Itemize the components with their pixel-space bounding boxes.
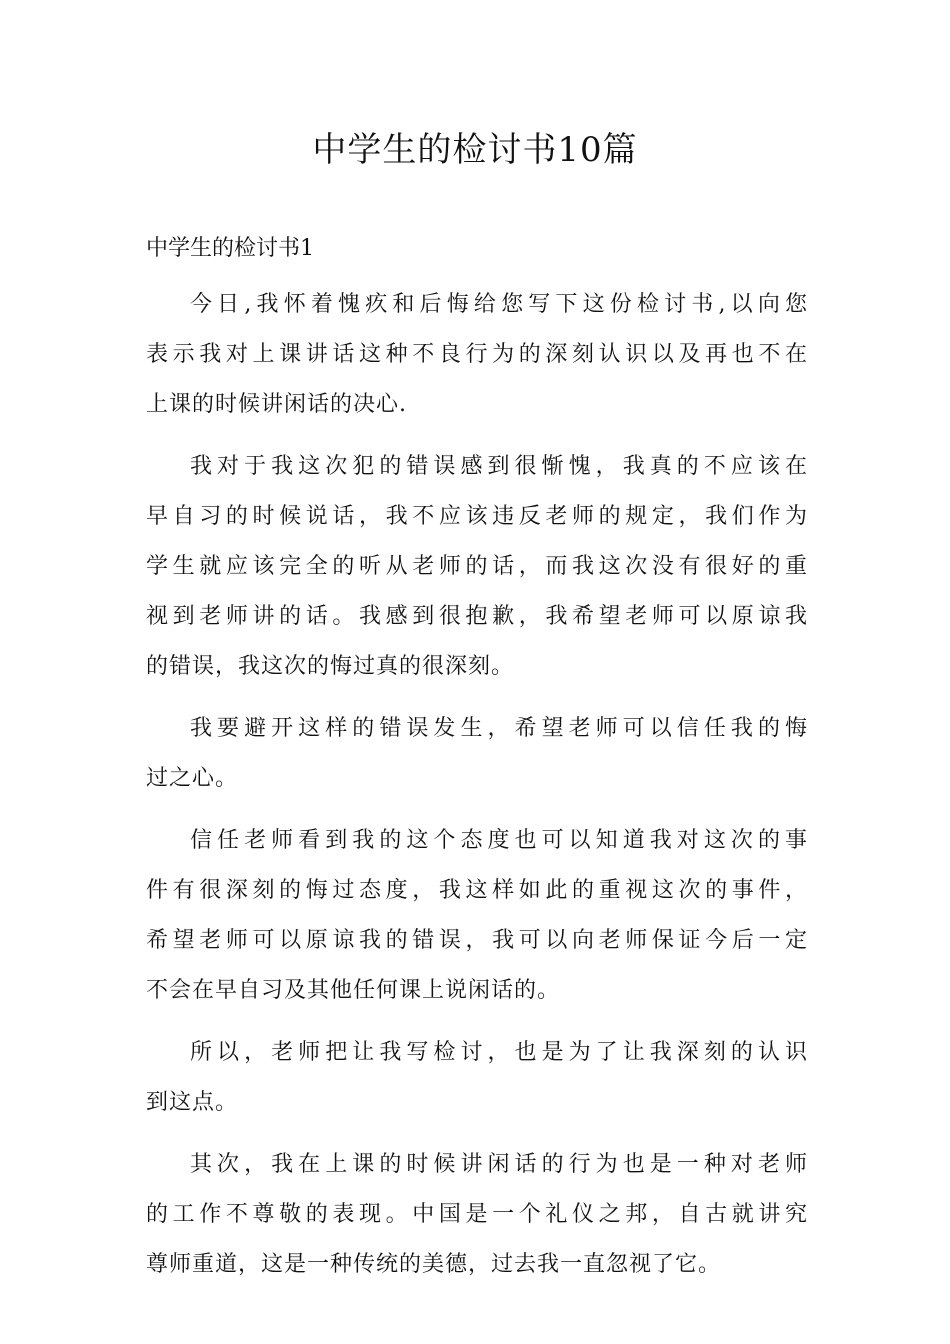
paragraph-line: 学生就应该完全的听从老师的话，而我这次没有很好的重 (146, 554, 808, 579)
paragraph-line: 的错误，我这次的悔过真的很深刻。 (146, 654, 515, 679)
paragraph-4 (146, 804, 808, 1016)
paragraph-line: 上课的时候讲闲话的决心. (146, 392, 407, 417)
paragraph-line: 表示我对上课讲话这种不良行为的深刻认识以及再也不在 (146, 342, 808, 367)
paragraph-line: 所以，老师把让我写检讨，也是为了让我深刻的认识 (190, 1040, 808, 1065)
paragraph-line: 的工作不尊敬的表现。中国是一个礼仪之邦，自古就讲究 (146, 1202, 808, 1227)
paragraph-line: 早自习的时候说话，我不应该违反老师的规定，我们作为 (146, 504, 808, 529)
paragraph-line: 尊师重道，这是一种传统的美德，过去我一直忽视了它。 (146, 1252, 722, 1277)
paragraph-line: 我要避开这样的错误发生，希望老师可以信任我的悔 (190, 716, 808, 741)
paragraph-line: 我对于我这次犯的错误感到很惭愧，我真的不应该在 (190, 454, 808, 479)
paragraph-6 (146, 1128, 808, 1290)
paragraph-line: 不会在早自习及其他任何课上说闲话的。 (146, 978, 561, 1003)
document-title: 中学生的检讨书10篇 (312, 130, 638, 170)
paragraph-line: 件有很深刻的悔过态度，我这样如此的重视这次的事件， (146, 878, 808, 903)
paragraph-1 (146, 268, 808, 430)
paragraph-line: 希望老师可以原谅我的错误，我可以向老师保证今后一定 (146, 928, 808, 953)
document-body (146, 230, 808, 1290)
paragraph-line: 视到老师讲的话。我感到很抱歉，我希望老师可以原谅我 (146, 604, 808, 629)
section-heading: 中学生的检讨书1 (146, 236, 314, 261)
paragraph-line: 其次，我在上课的时候讲闲话的行为也是一种对老师 (190, 1152, 808, 1177)
paragraph-line: 到这点。 (146, 1090, 239, 1115)
paragraph-line: 信任老师看到我的这个态度也可以知道我对这次的事 (190, 828, 808, 853)
paragraph-line: 今日,我怀着愧疚和后悔给您写下这份检讨书,以向您 (190, 292, 808, 317)
paragraph-line: 过之心。 (146, 766, 239, 791)
paragraph-2 (146, 430, 808, 692)
paragraph-5 (146, 1016, 808, 1128)
paragraph-3 (146, 692, 808, 804)
